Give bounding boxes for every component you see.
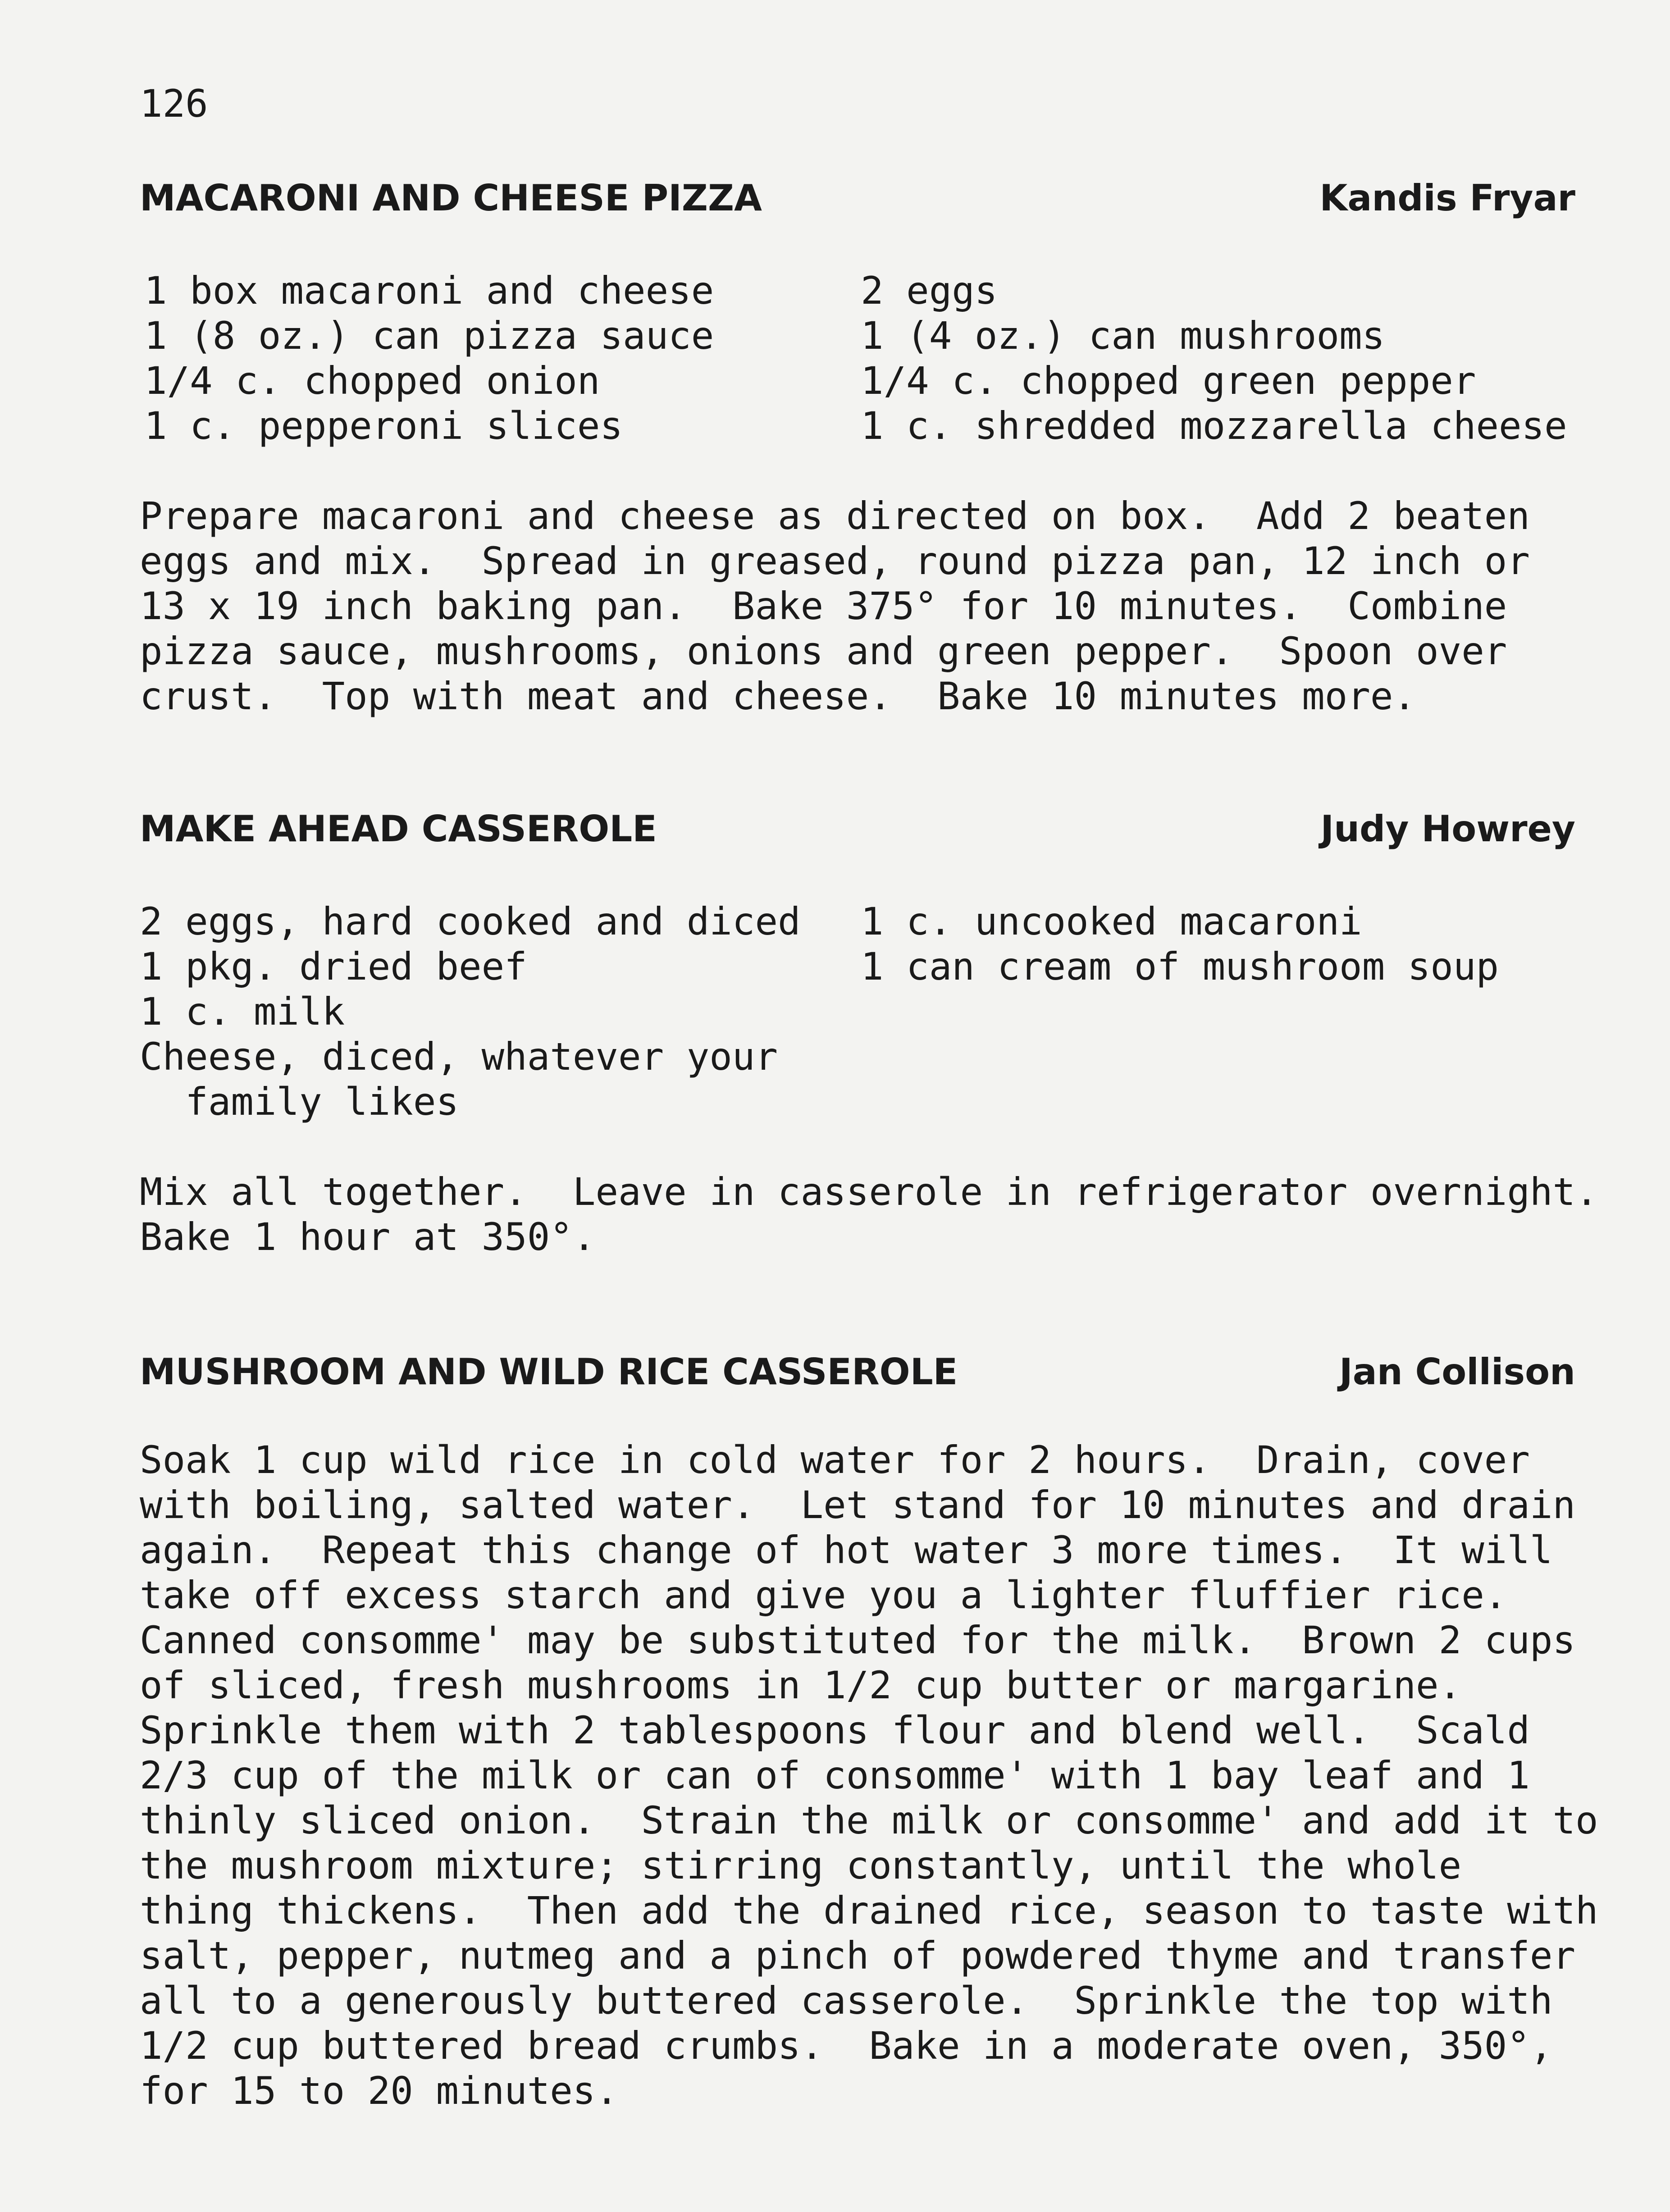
- directions-line: the mushroom mixture; stirring constantly, until the whole: [140, 1843, 1462, 1888]
- recipe-author: Judy Howrey: [1320, 808, 1575, 850]
- directions-line: thinly sliced onion. Strain the milk or consomme' and add it to: [140, 1798, 1598, 1843]
- recipe-title: MUSHROOM AND WILD RICE CASSEROLE: [140, 1351, 958, 1393]
- directions-line: 2/3 cup of the milk or can of consomme' with 1 bay leaf and 1: [140, 1753, 1530, 1797]
- ingredients-right: [861, 268, 1567, 448]
- recipe-title: MAKE AHEAD CASSEROLE: [140, 808, 657, 850]
- ingredient: family likes: [140, 1080, 459, 1124]
- recipe-author: Kandis Fryar: [1319, 177, 1575, 219]
- ingredient: 1 (8 oz.) can pizza sauce: [144, 314, 714, 358]
- directions-line: salt, pepper, nutmeg and a pinch of powdered thyme and transfer: [140, 1934, 1576, 1978]
- directions-line: 1/2 cup buttered bread crumbs. Bake in a moderate oven, 350°,: [140, 2024, 1553, 2068]
- ingredient: 1 c. shredded mozzarella cheese: [861, 404, 1567, 448]
- directions-line: Bake 1 hour at 350°.: [140, 1215, 596, 1259]
- recipe-author: Jan Collison: [1339, 1351, 1575, 1393]
- ingredient: 2 eggs, hard cooked and diced: [140, 899, 801, 944]
- ingredient: 1 can cream of mushroom soup: [861, 944, 1499, 989]
- directions-line: Canned consomme' may be substituted for the milk. Brown 2 cups: [140, 1618, 1576, 1662]
- recipe-directions: [140, 493, 1582, 719]
- ingredient: 1 box macaroni and cheese: [144, 269, 714, 313]
- ingredient: 1 pkg. dried beef: [140, 944, 527, 989]
- directions-line: 13 x 19 inch baking pan. Bake 375° for 10 minutes. Combine: [140, 584, 1507, 628]
- ingredients-left: [140, 899, 801, 1124]
- recipe-title: MACARONI AND CHEESE PIZZA: [140, 177, 762, 219]
- directions-line: again. Repeat this change of hot water 3 more times. It will: [140, 1528, 1553, 1572]
- directions-line: with boiling, salted water. Let stand for 10 minutes and drain: [140, 1483, 1576, 1527]
- ingredient: 1/4 c. chopped onion: [144, 359, 600, 403]
- ingredient: 1 c. uncooked macaroni: [861, 899, 1362, 944]
- recipe-directions: [140, 1437, 1598, 2113]
- ingredient: 1 c. milk: [140, 990, 345, 1034]
- directions-line: pizza sauce, mushrooms, onions and green pepper. Spoon over: [140, 629, 1507, 673]
- directions-line: Mix all together. Leave in casserole in refrigerator overnight.: [140, 1170, 1598, 1214]
- ingredient: 1 c. pepperoni slices: [144, 404, 623, 448]
- ingredient: 1 (4 oz.) can mushrooms: [861, 314, 1385, 358]
- ingredient: 2 eggs: [861, 269, 998, 313]
- directions-line: thing thickens. Then add the drained rice, season to taste with: [140, 1888, 1598, 1933]
- recipe-directions: [140, 1169, 1598, 1259]
- directions-line: crust. Top with meat and cheese. Bake 10 minutes more.: [140, 674, 1416, 718]
- directions-line: all to a generously buttered casserole. Sprinkle the top with: [140, 1979, 1553, 2023]
- directions-line: take off excess starch and give you a lighter fluffier rice.: [140, 1573, 1507, 1617]
- directions-line: Sprinkle them with 2 tablespoons flour and blend well. Scald: [140, 1708, 1530, 1752]
- page-number: 126: [140, 82, 208, 126]
- directions-line: Soak 1 cup wild rice in cold water for 2 hours. Drain, cover: [140, 1438, 1530, 1482]
- directions-line: for 15 to 20 minutes.: [140, 2069, 619, 2113]
- ingredient: 1/4 c. chopped green pepper: [861, 359, 1476, 403]
- ingredients-right: [861, 899, 1499, 989]
- ingredients-left: [144, 268, 714, 448]
- ingredient: Cheese, diced, whatever your: [140, 1035, 778, 1079]
- directions-line: eggs and mix. Spread in greased, round pizza pan, 12 inch or: [140, 539, 1530, 583]
- directions-line: of sliced, fresh mushrooms in 1/2 cup butter or margarine.: [140, 1663, 1462, 1707]
- directions-line: Prepare macaroni and cheese as directed on box. Add 2 beaten: [140, 494, 1530, 538]
